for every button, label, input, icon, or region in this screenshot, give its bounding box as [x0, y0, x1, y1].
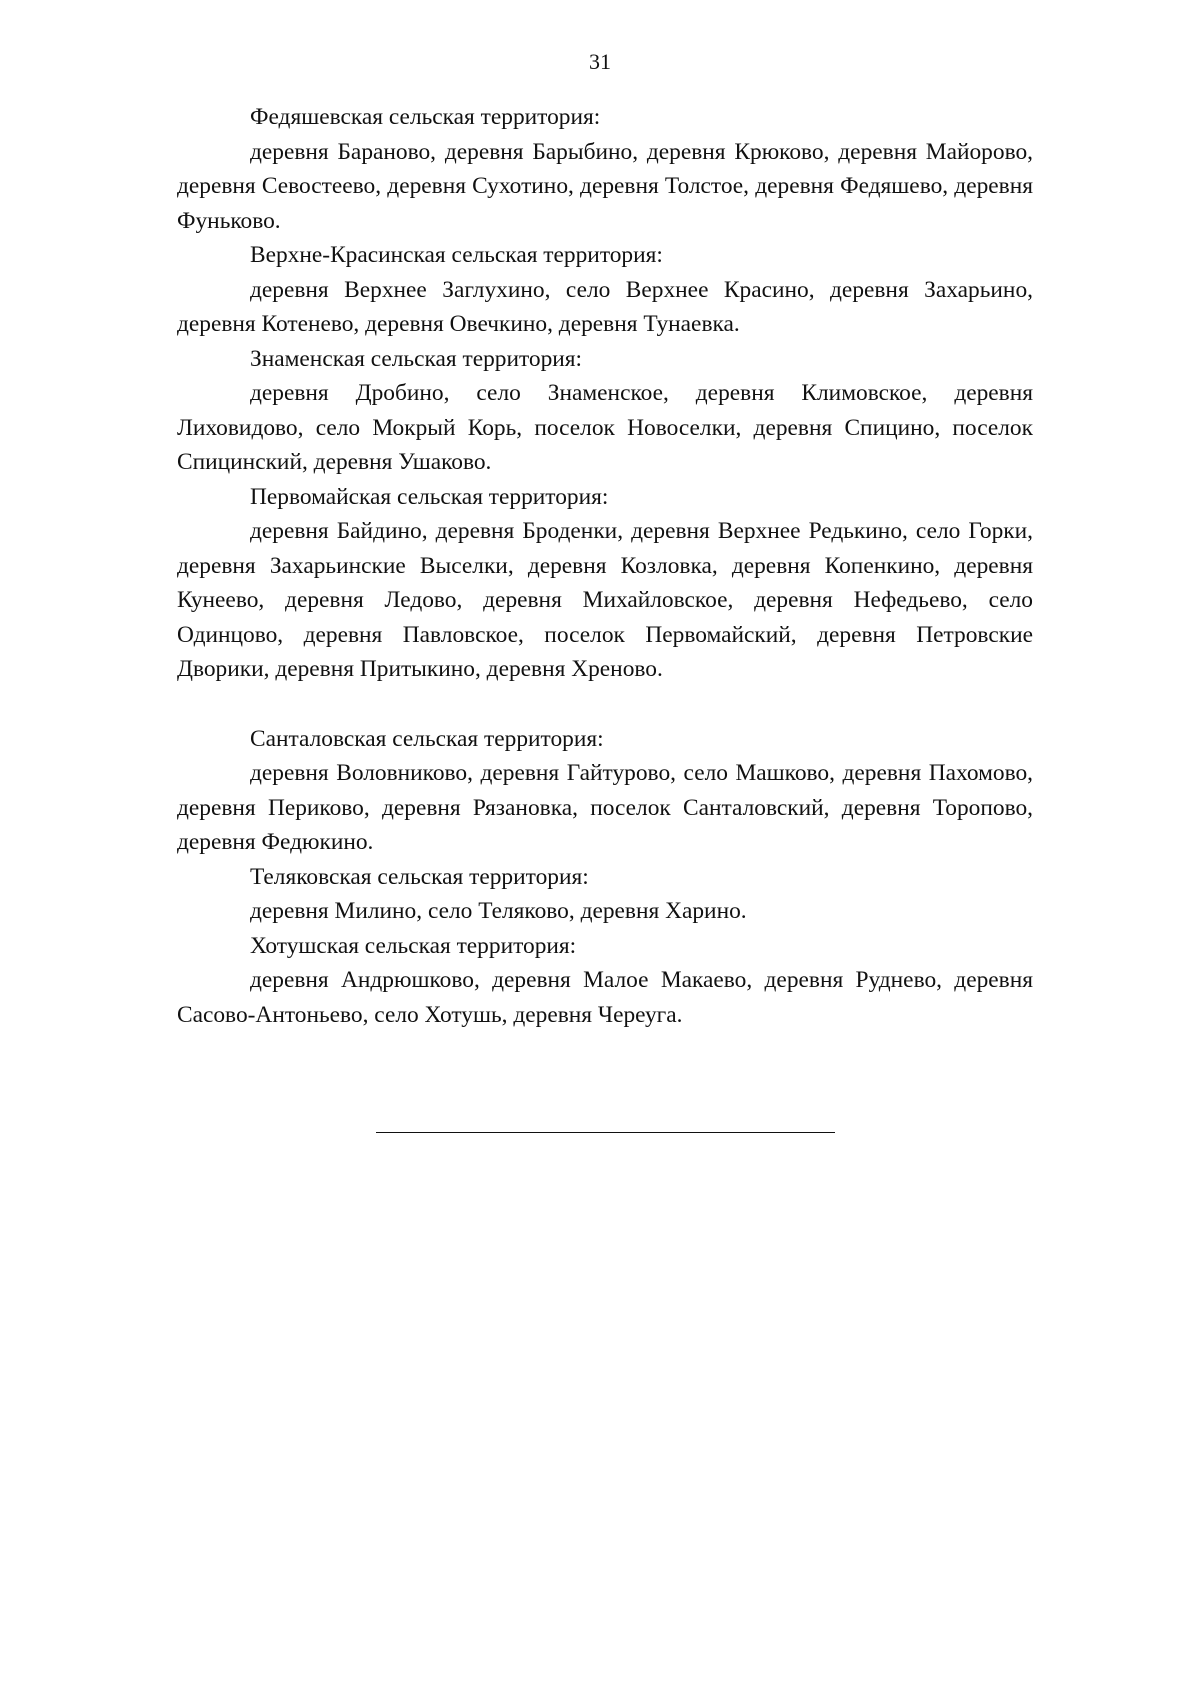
territory-heading: Знаменская сельская территория: [250, 345, 583, 372]
settlement-list: деревня Бараново, деревня Барыбино, деревня Крюково, деревня Майорово, деревня Севостеево, деревня Сухотино, деревня Толстое, деревня Федяшево, деревня Фуньково. [177, 138, 1033, 234]
settlement-list: деревня Дробино, село Знаменское, деревня Климовское, деревня Лиховидово, село Мокрый Корь, поселок Новоселки, деревня Спицино, поселок Спицинский, деревня Ушаково. [177, 380, 1033, 475]
page-number: 31 [589, 49, 611, 74]
territory-heading: Теляковская сельская территория: [250, 863, 589, 890]
territory-heading: Хотушская сельская территория: [250, 932, 577, 959]
settlement-list: деревня Андрюшково, деревня Малое Макаево, деревня Руднево, деревня Сасово-Антоньево, село Хотушь, деревня Череуга. [177, 967, 1033, 1028]
territory-section-fedyashevskaya [177, 100, 1033, 238]
settlement-list: деревня Воловниково, деревня Гайтурово, село Машково, деревня Пахомово, деревня Периково, деревня Рязановка, поселок Санталовский, деревня Торопово, деревня Федюкино. [177, 760, 1033, 855]
territory-section-znamenskaya [177, 342, 1033, 480]
territory-section-khotushskaya [177, 929, 1033, 1033]
territory-heading: Верхне-Красинская сельская территория: [250, 242, 663, 268]
settlement-list: деревня Байдино, деревня Броденки, деревня Верхнее Редькино, село Горки, деревня Захарьинские Выселки, деревня Козловка, деревня Копенкино, деревня Кунеево, деревня Ледово, деревня Михайловское, деревня Нефедьево, село Одинцово, деревня Павловское, поселок Первомайский, деревня Петровские Дворики, деревня Притыкино, деревня Хреново. [177, 518, 1033, 682]
territory-section-pervomayskaya [177, 480, 1033, 687]
territory-section-santalovskaya [177, 722, 1033, 860]
territory-heading: Санталовская сельская территория: [250, 725, 604, 752]
territory-section-telyakovskaya [177, 860, 1033, 929]
territory-heading: Федяшевская сельская территория: [250, 104, 601, 130]
document-body [177, 100, 1033, 1032]
territory-heading: Первомайская сельская территория: [250, 483, 609, 510]
settlement-list: деревня Верхнее Заглухино, село Верхнее Красино, деревня Захарьино, деревня Котенево, деревня Овечкино, деревня Тунаевка. [177, 276, 1033, 337]
end-of-document-rule [376, 1132, 835, 1133]
territory-section-verkhne-krasinskaya [177, 238, 1033, 342]
section-spacer [177, 687, 1033, 722]
settlement-list: деревня Милино, село Теляково, деревня Харино. [250, 898, 747, 924]
